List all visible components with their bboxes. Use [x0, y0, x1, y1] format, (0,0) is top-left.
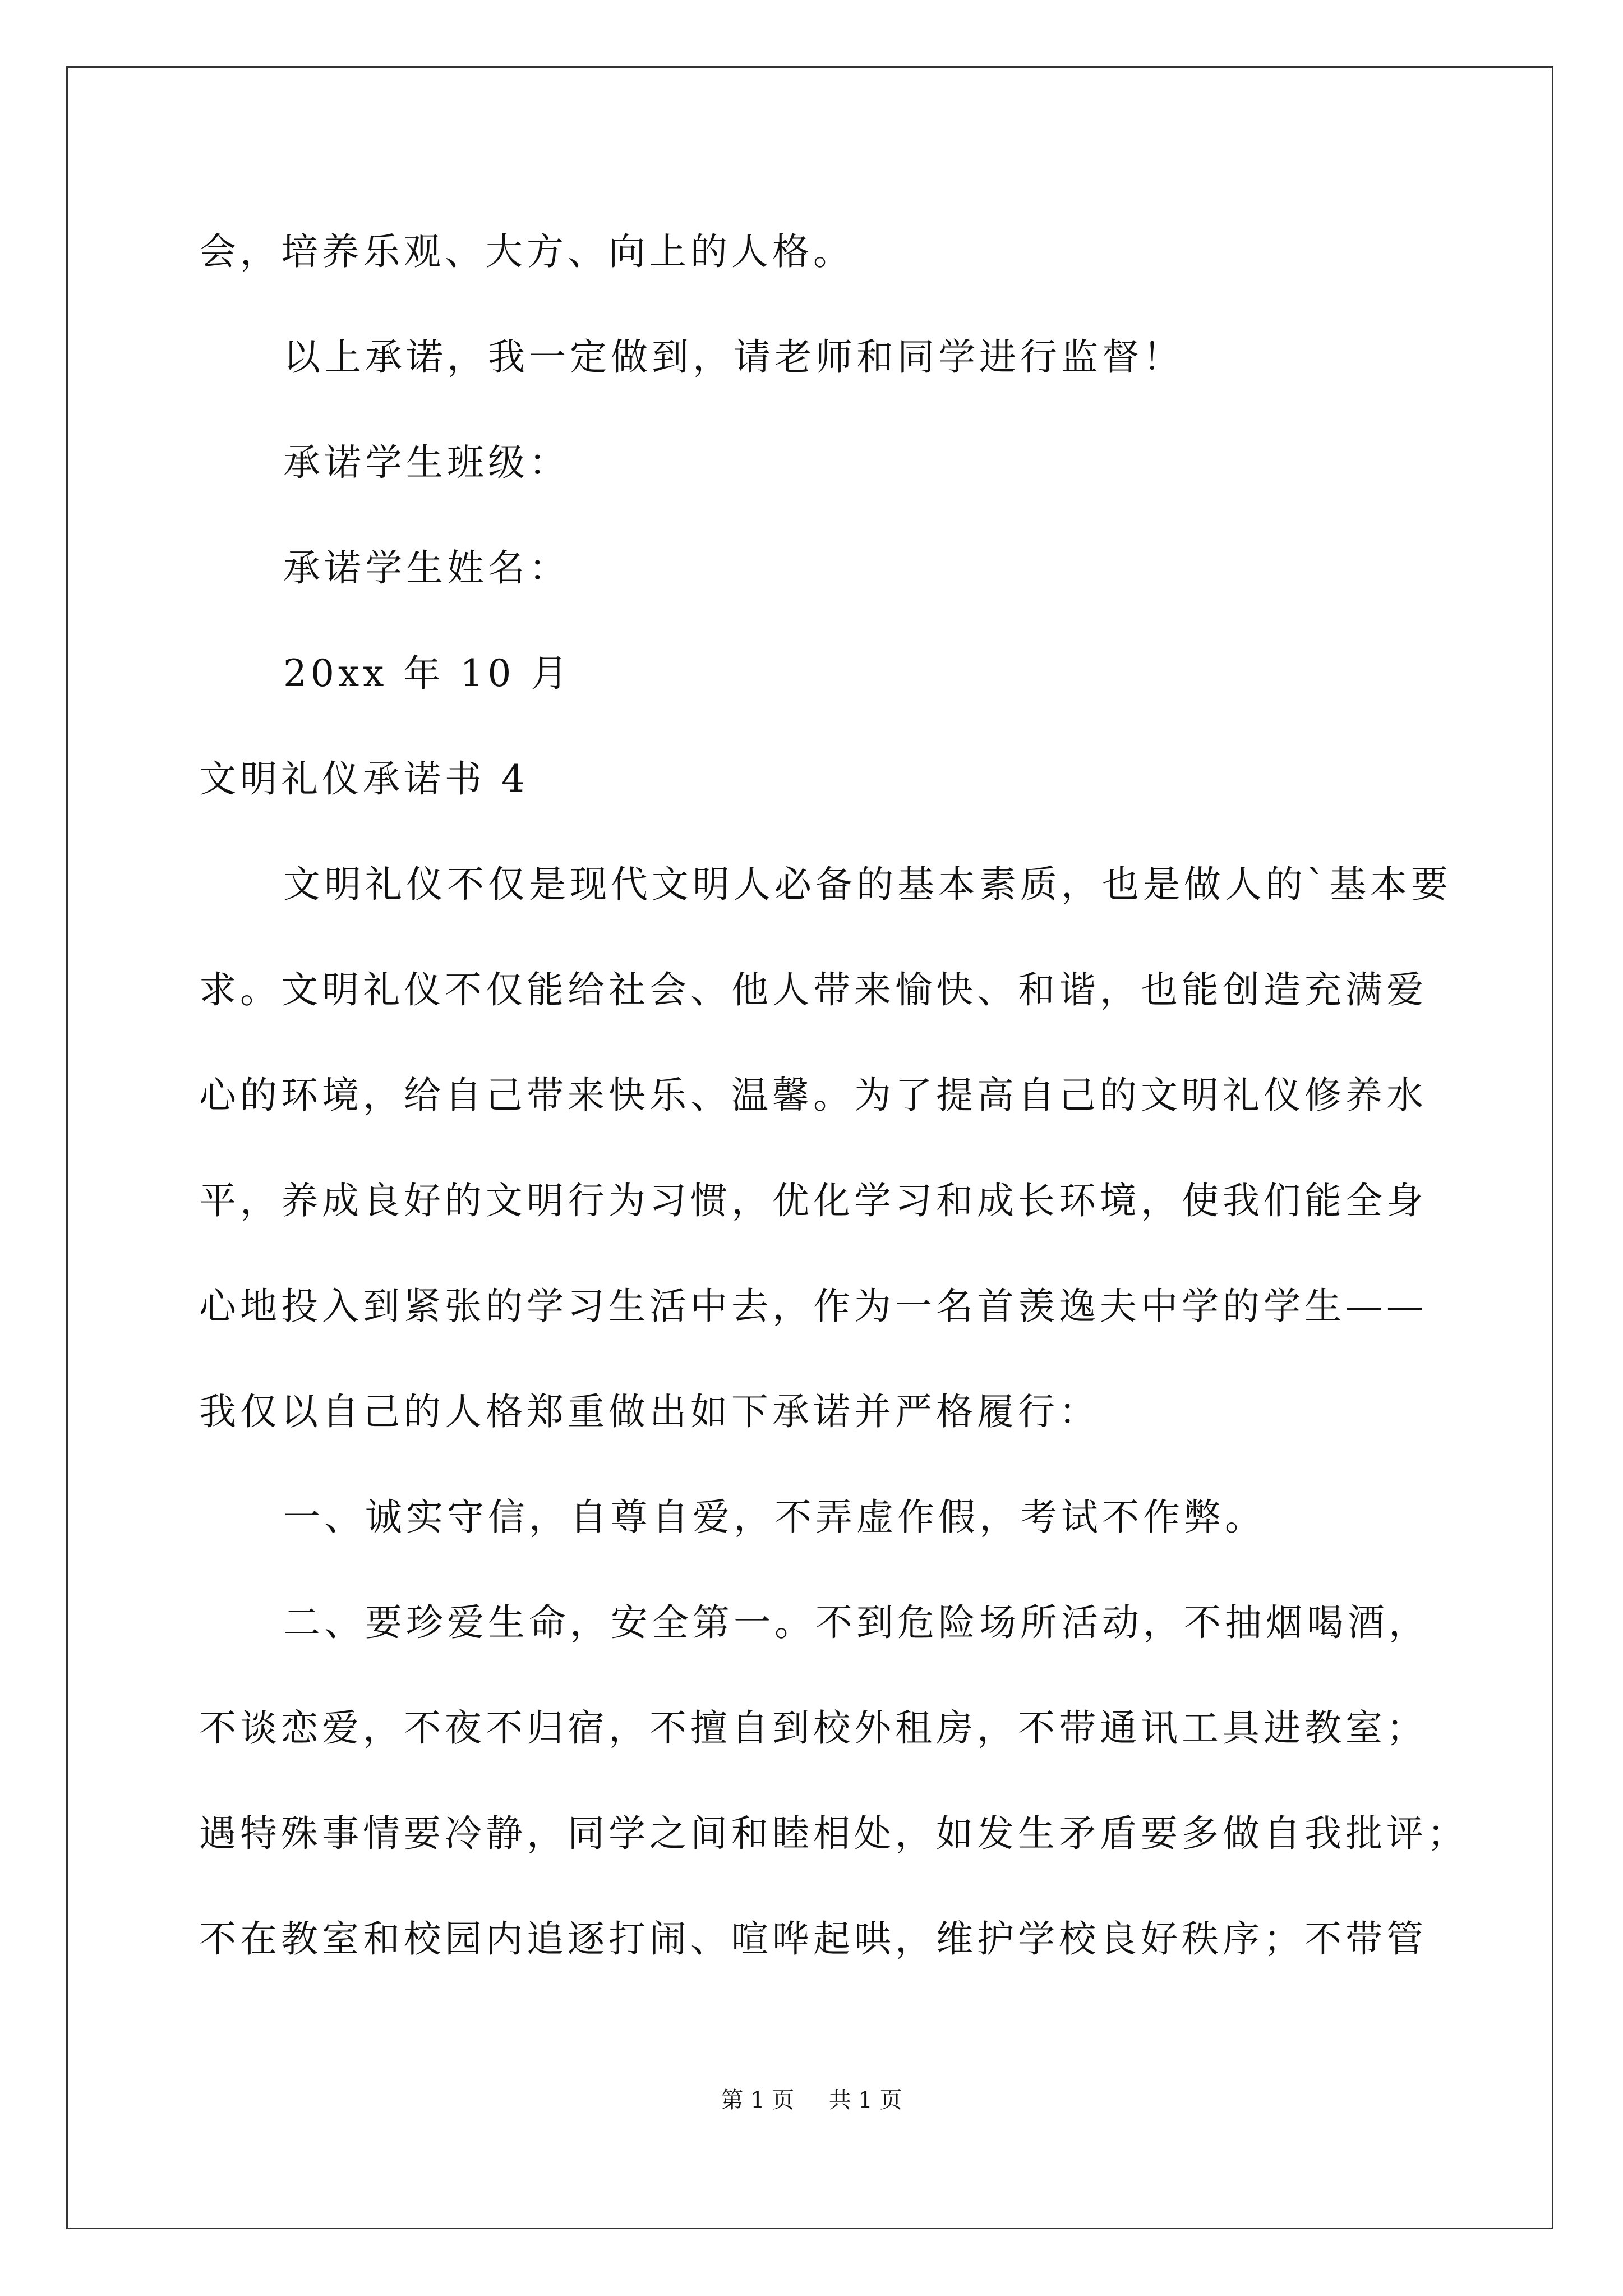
page-number: 第 1 页 — [721, 2087, 795, 2113]
date-line: 20xx 年 10 月 — [283, 652, 572, 695]
text-line-15: 不谈恋爱，不夜不归宿，不擅自到校外租房，不带通讯工具进教室； — [199, 1706, 1427, 1750]
text-line-9: 心的环境，给自己带来快乐、温馨。为了提高自己的文明礼仪修养水 — [199, 1074, 1427, 1117]
text-line-2: 以上承诺，我一定做到，请老师和同学进行监督！ — [283, 335, 1184, 379]
student-name-field: 承诺学生姓名： — [283, 546, 570, 590]
text-line-13: 一、诚实守信，自尊自爱，不弄虚作假，考试不作弊。 — [283, 1496, 1266, 1539]
document-body — [199, 199, 1468, 1992]
student-class-field: 承诺学生班级： — [283, 441, 570, 484]
text-line-10: 平，养成良好的文明行为习惯，优化学习和成长环境，使我们能全身 — [199, 1179, 1427, 1222]
text-line-8: 求。文明礼仪不仅能给社会、他人带来愉快、和谐，也能创造充满爱 — [199, 968, 1427, 1011]
text-line-16: 遇特殊事情要冷静，同学之间和睦相处，如发生矛盾要多做自我批评； — [199, 1812, 1468, 1855]
text-line-7: 文明礼仪不仅是现代文明人必备的基本素质，也是做人的`基本要 — [283, 863, 1452, 906]
section-title: 文明礼仪承诺书 4 — [199, 757, 529, 800]
text-line-17: 不在教室和校园内追逐打闹、喧哗起哄，维护学校良好秩序；不带管 — [199, 1917, 1427, 1961]
page-footer — [0, 2082, 1623, 2114]
text-line-1: 会，培养乐观、大方、向上的人格。 — [199, 230, 854, 273]
page-total: 共 1 页 — [828, 2087, 902, 2113]
text-line-11: 心地投入到紧张的学习生活中去，作为一名首羡逸夫中学的学生—— — [199, 1285, 1427, 1328]
text-line-12: 我仅以自己的人格郑重做出如下承诺并严格履行： — [199, 1390, 1100, 1433]
text-line-14: 二、要珍爱生命，安全第一。不到危险场所活动，不抽烟喝酒， — [283, 1601, 1430, 1644]
